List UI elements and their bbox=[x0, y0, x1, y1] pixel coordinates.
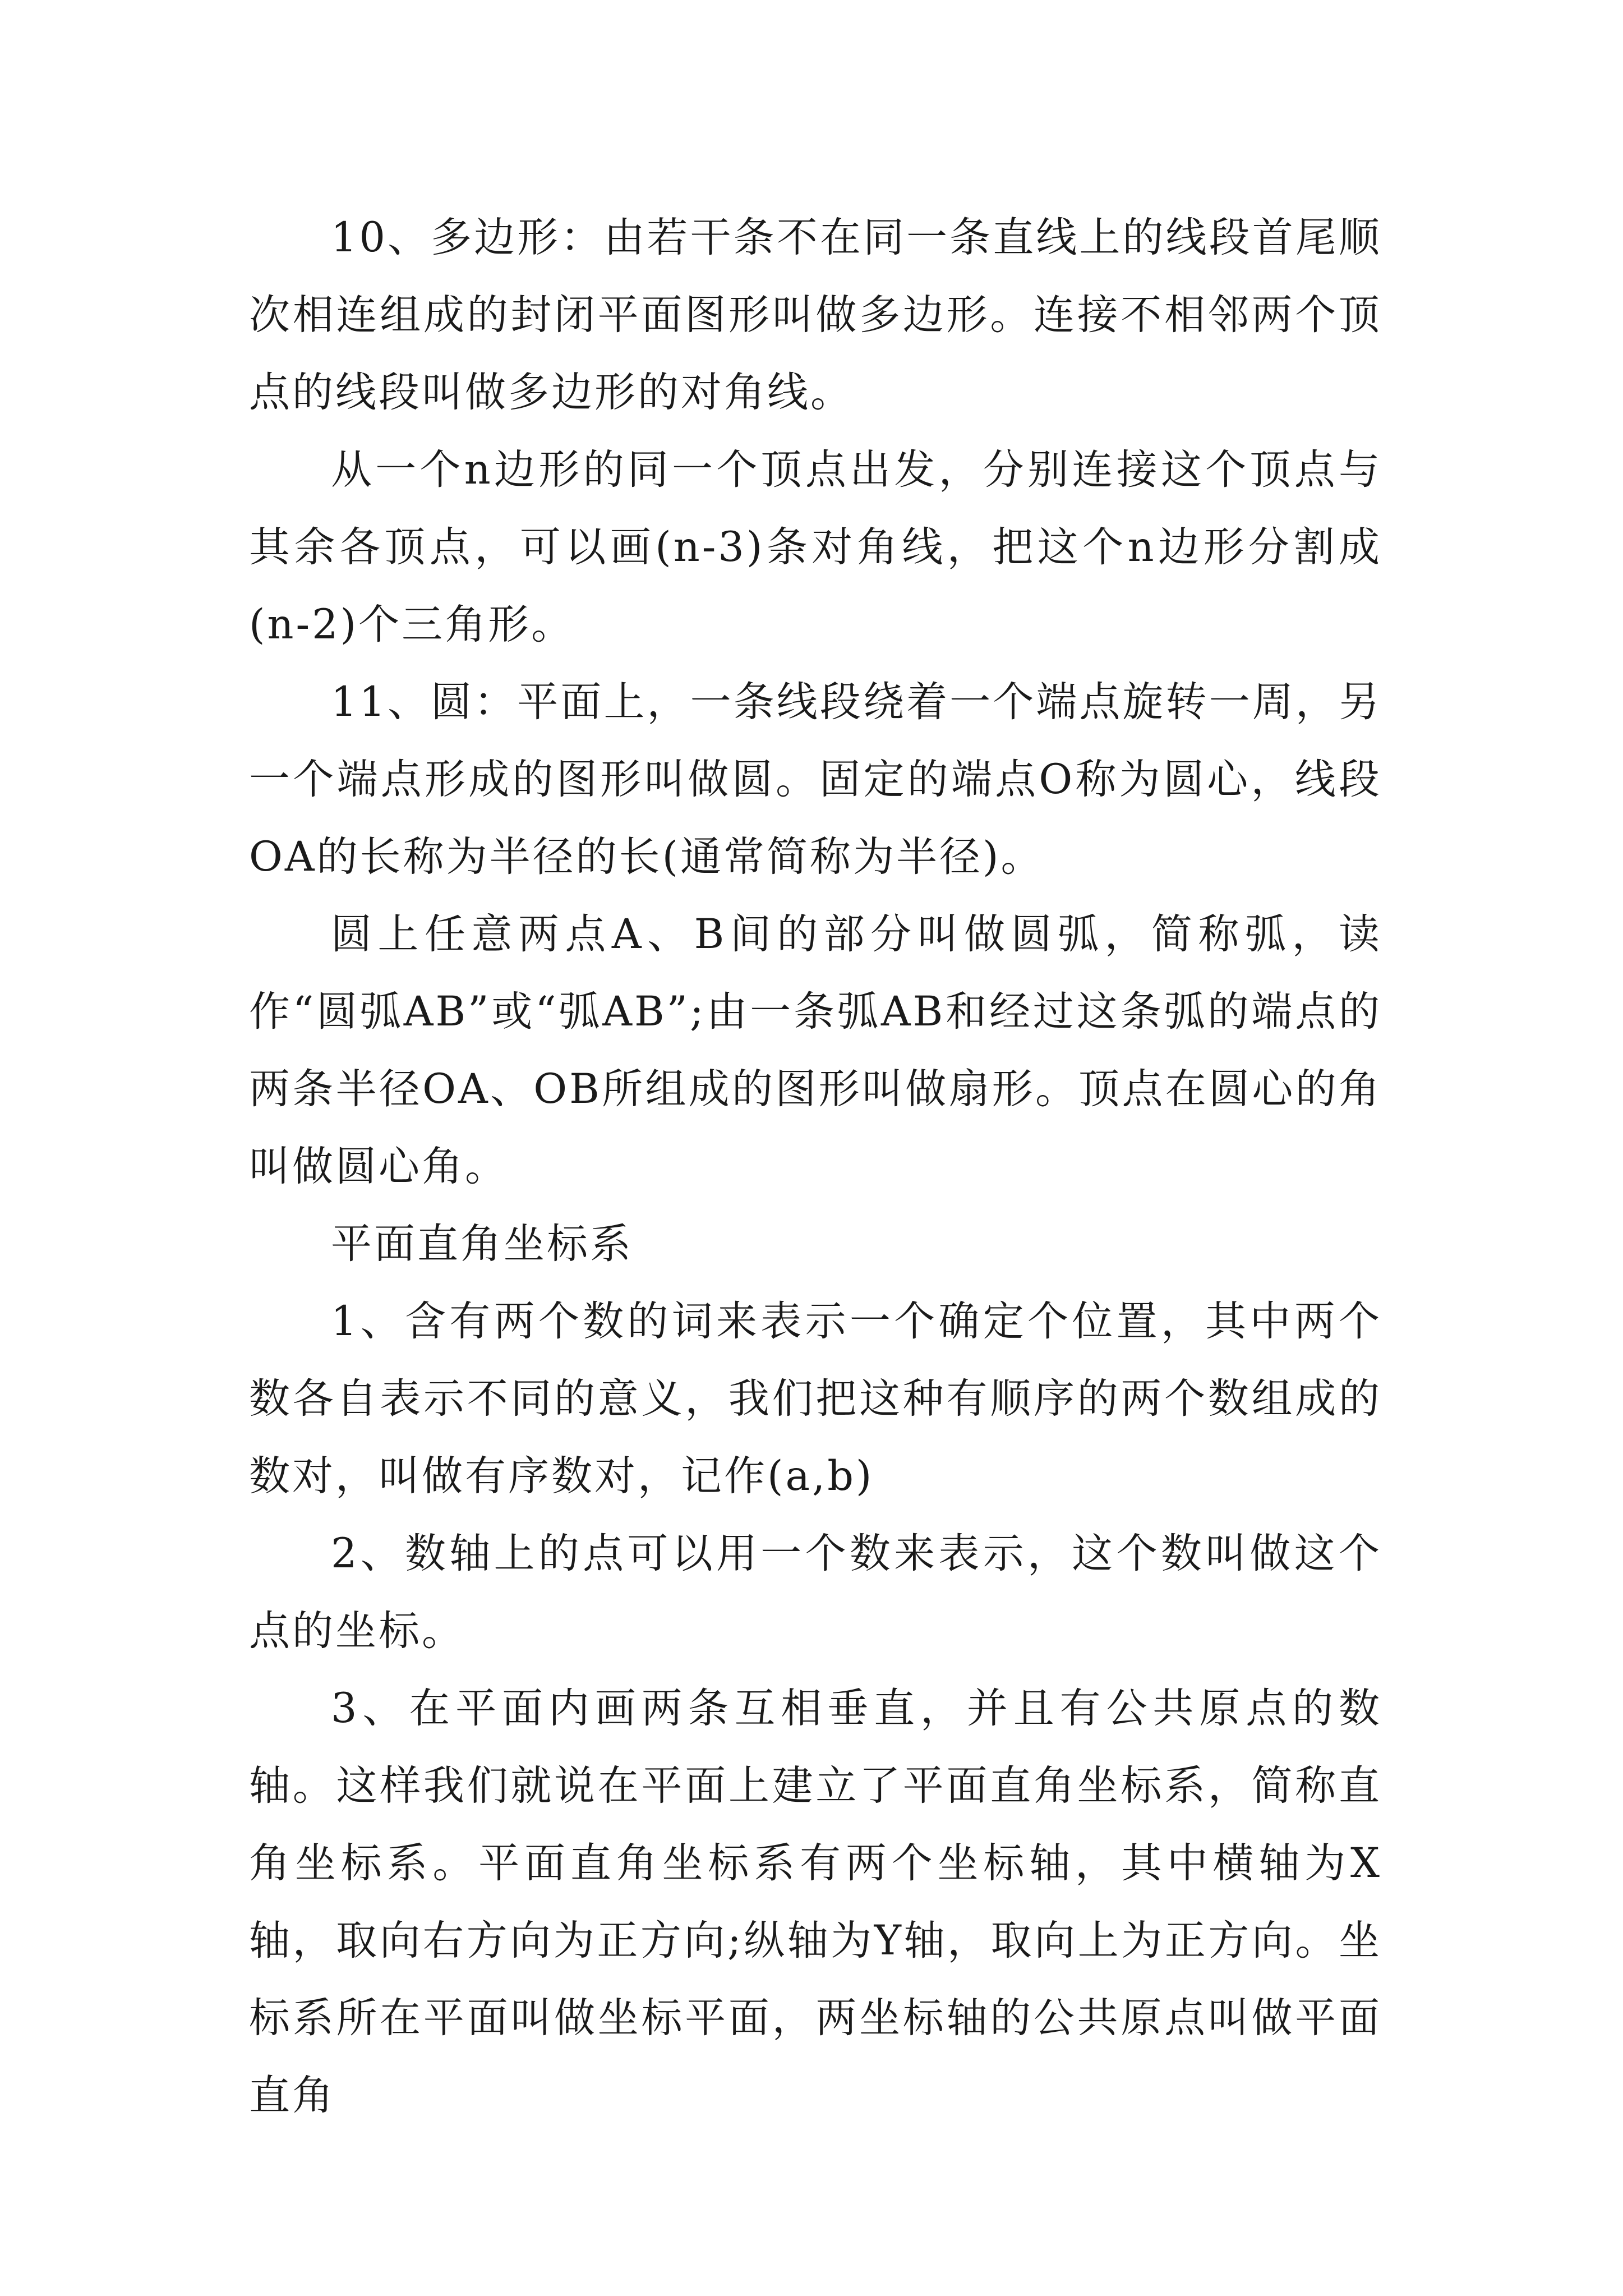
document-body bbox=[249, 199, 1382, 2134]
paragraph-cartesian-plane: 3、在平面内画两条互相垂直，并且有公共原点的数轴。这样我们就说在平面上建立了平面直角坐标系，简称直角坐标系。平面直角坐标系有两个坐标轴，其中横轴为X轴，取向右方向为正方向;纵轴为Y轴，取向上为正方向。坐标系所在平面叫做坐标平面，两坐标轴的公共原点叫做平面直角 bbox=[249, 1685, 1382, 2119]
paragraph-diagonals: 从一个n边形的同一个顶点出发，分别连接这个顶点与其余各顶点，可以画(n-3)条对角线，把这个n边形分割成(n-2)个三角形。 bbox=[249, 446, 1382, 648]
paragraph-number-line: 2、数轴上的点可以用一个数来表示，这个数叫做这个点的坐标。 bbox=[249, 1530, 1382, 1655]
section-heading-coordinate-system: 平面直角坐标系 bbox=[331, 1220, 633, 1268]
paragraph-circle: 11、圆：平面上，一条线段绕着一个端点旋转一周，另一个端点形成的图形叫做圆。固定的端点O称为圆心，线段OA的长称为半径的长(通常简称为半径)。 bbox=[249, 678, 1382, 881]
paragraph-ordered-pair: 1、含有两个数的词来表示一个确定个位置，其中两个数各自表示不同的意义，我们把这种有顺序的两个数组成的数对，叫做有序数对，记作(a,b) bbox=[249, 1297, 1382, 1500]
paragraph-polygon: 10、多边形：由若干条不在同一条直线上的线段首尾顺次相连组成的封闭平面图形叫做多边形。连接不相邻两个顶点的线段叫做多边形的对角线。 bbox=[249, 214, 1382, 416]
paragraph-arc-sector: 圆上任意两点A、B间的部分叫做圆弧，简称弧，读作“圆弧AB”或“弧AB”;由一条弧AB和经过这条弧的端点的两条半径OA、OB所组成的图形叫做扇形。顶点在圆心的角叫做圆心角。 bbox=[249, 910, 1382, 1190]
